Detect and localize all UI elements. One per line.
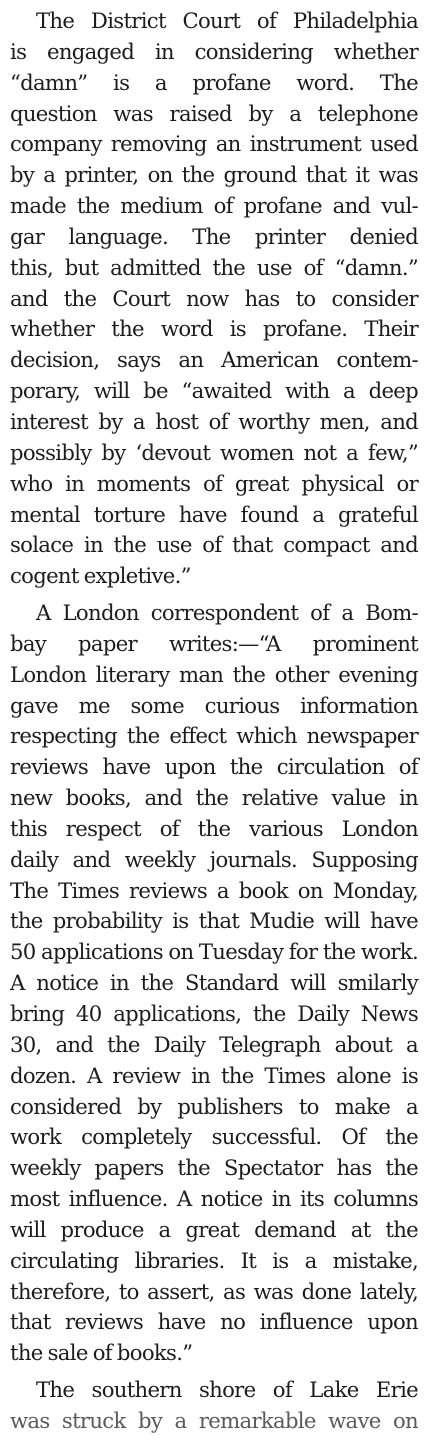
text-line: solace in the use of that compact and — [10, 532, 418, 558]
text-line: “damn” is a profane word. The — [10, 69, 418, 95]
text-line: 30, and the Daily Telegraph about a — [10, 1031, 418, 1057]
text-line: most influence. A notice in its columns — [10, 1186, 418, 1212]
text-line: bay paper writes:—“A prominent — [10, 630, 418, 656]
text-line: A notice in the Standard will smilarly — [10, 970, 418, 996]
text-line: weekly papers the Spectator has the — [10, 1155, 418, 1181]
text-line: who in moments of great physical or — [10, 470, 418, 496]
text-line: respecting the effect which newspaper — [10, 723, 418, 749]
text-line: dozen. A review in the Times alone is — [10, 1062, 418, 1088]
text-line: gave me some curious information — [10, 692, 418, 718]
text-line: interest by a host of worthy men, and — [10, 408, 418, 434]
text-line: The southern shore of Lake Erie — [36, 1377, 418, 1403]
text-line: possibly by ‘devout women not a few,” — [10, 439, 418, 465]
text-line: is engaged in considering whether — [10, 38, 418, 64]
text-line: this respect of the various London — [10, 815, 418, 841]
paragraph-london-correspondent — [10, 598, 418, 1369]
text-line: The Times reviews a book on Monday, — [10, 877, 418, 903]
paragraph-district-court — [10, 6, 418, 592]
text-line: by a printer, on the ground that it was — [10, 162, 418, 188]
text-line: The District Court of Philadelphia — [36, 8, 418, 33]
text-line: that reviews have no influence upon — [10, 1309, 418, 1335]
text-line: therefore, to assert, as was done lately, — [10, 1278, 418, 1304]
text-line: was struck by a remarkable wave on — [10, 1407, 418, 1433]
text-line: cogent expletive.” — [10, 563, 191, 589]
text-line: A London correspondent of a Bom- — [36, 600, 418, 626]
text-line: this, but admitted the use of “damn.” — [10, 254, 418, 280]
text-line: 50 applications on Tuesday for the work. — [10, 939, 418, 965]
text-line: company removing an instrument used — [10, 131, 418, 157]
text-line: the sale of books.” — [10, 1340, 193, 1366]
text-line: daily and weekly journals. Supposing — [10, 846, 418, 872]
text-line: reviews have upon the circulation of — [10, 754, 418, 780]
text-line: will produce a great demand at the — [10, 1216, 418, 1242]
text-line: made the medium of profane and vul- — [10, 193, 418, 219]
text-line: the probability is that Mudie will have — [10, 908, 418, 934]
text-line: and the Court now has to consider — [10, 285, 418, 311]
paragraph-lake-erie — [10, 1375, 418, 1437]
text-line: mental torture have found a grateful — [10, 501, 418, 527]
text-line: gar language. The printer denied — [10, 223, 418, 249]
text-line: porary, will be “awaited with a deep — [10, 378, 418, 404]
text-line: whether the word is profane. Their — [10, 316, 418, 342]
text-line: London literary man the other evening — [10, 661, 418, 687]
text-line: decision, says an American contem- — [10, 347, 418, 373]
text-line: considered by publishers to make a — [10, 1093, 418, 1119]
text-line: circulating libraries. It is a mistake, — [10, 1247, 418, 1273]
text-line: work completely successful. Of the — [10, 1124, 418, 1150]
text-line: question was raised by a telephone — [10, 100, 418, 126]
text-line: new books, and the relative value in — [10, 785, 418, 811]
text-line: bring 40 applications, the Daily News — [10, 1001, 418, 1026]
